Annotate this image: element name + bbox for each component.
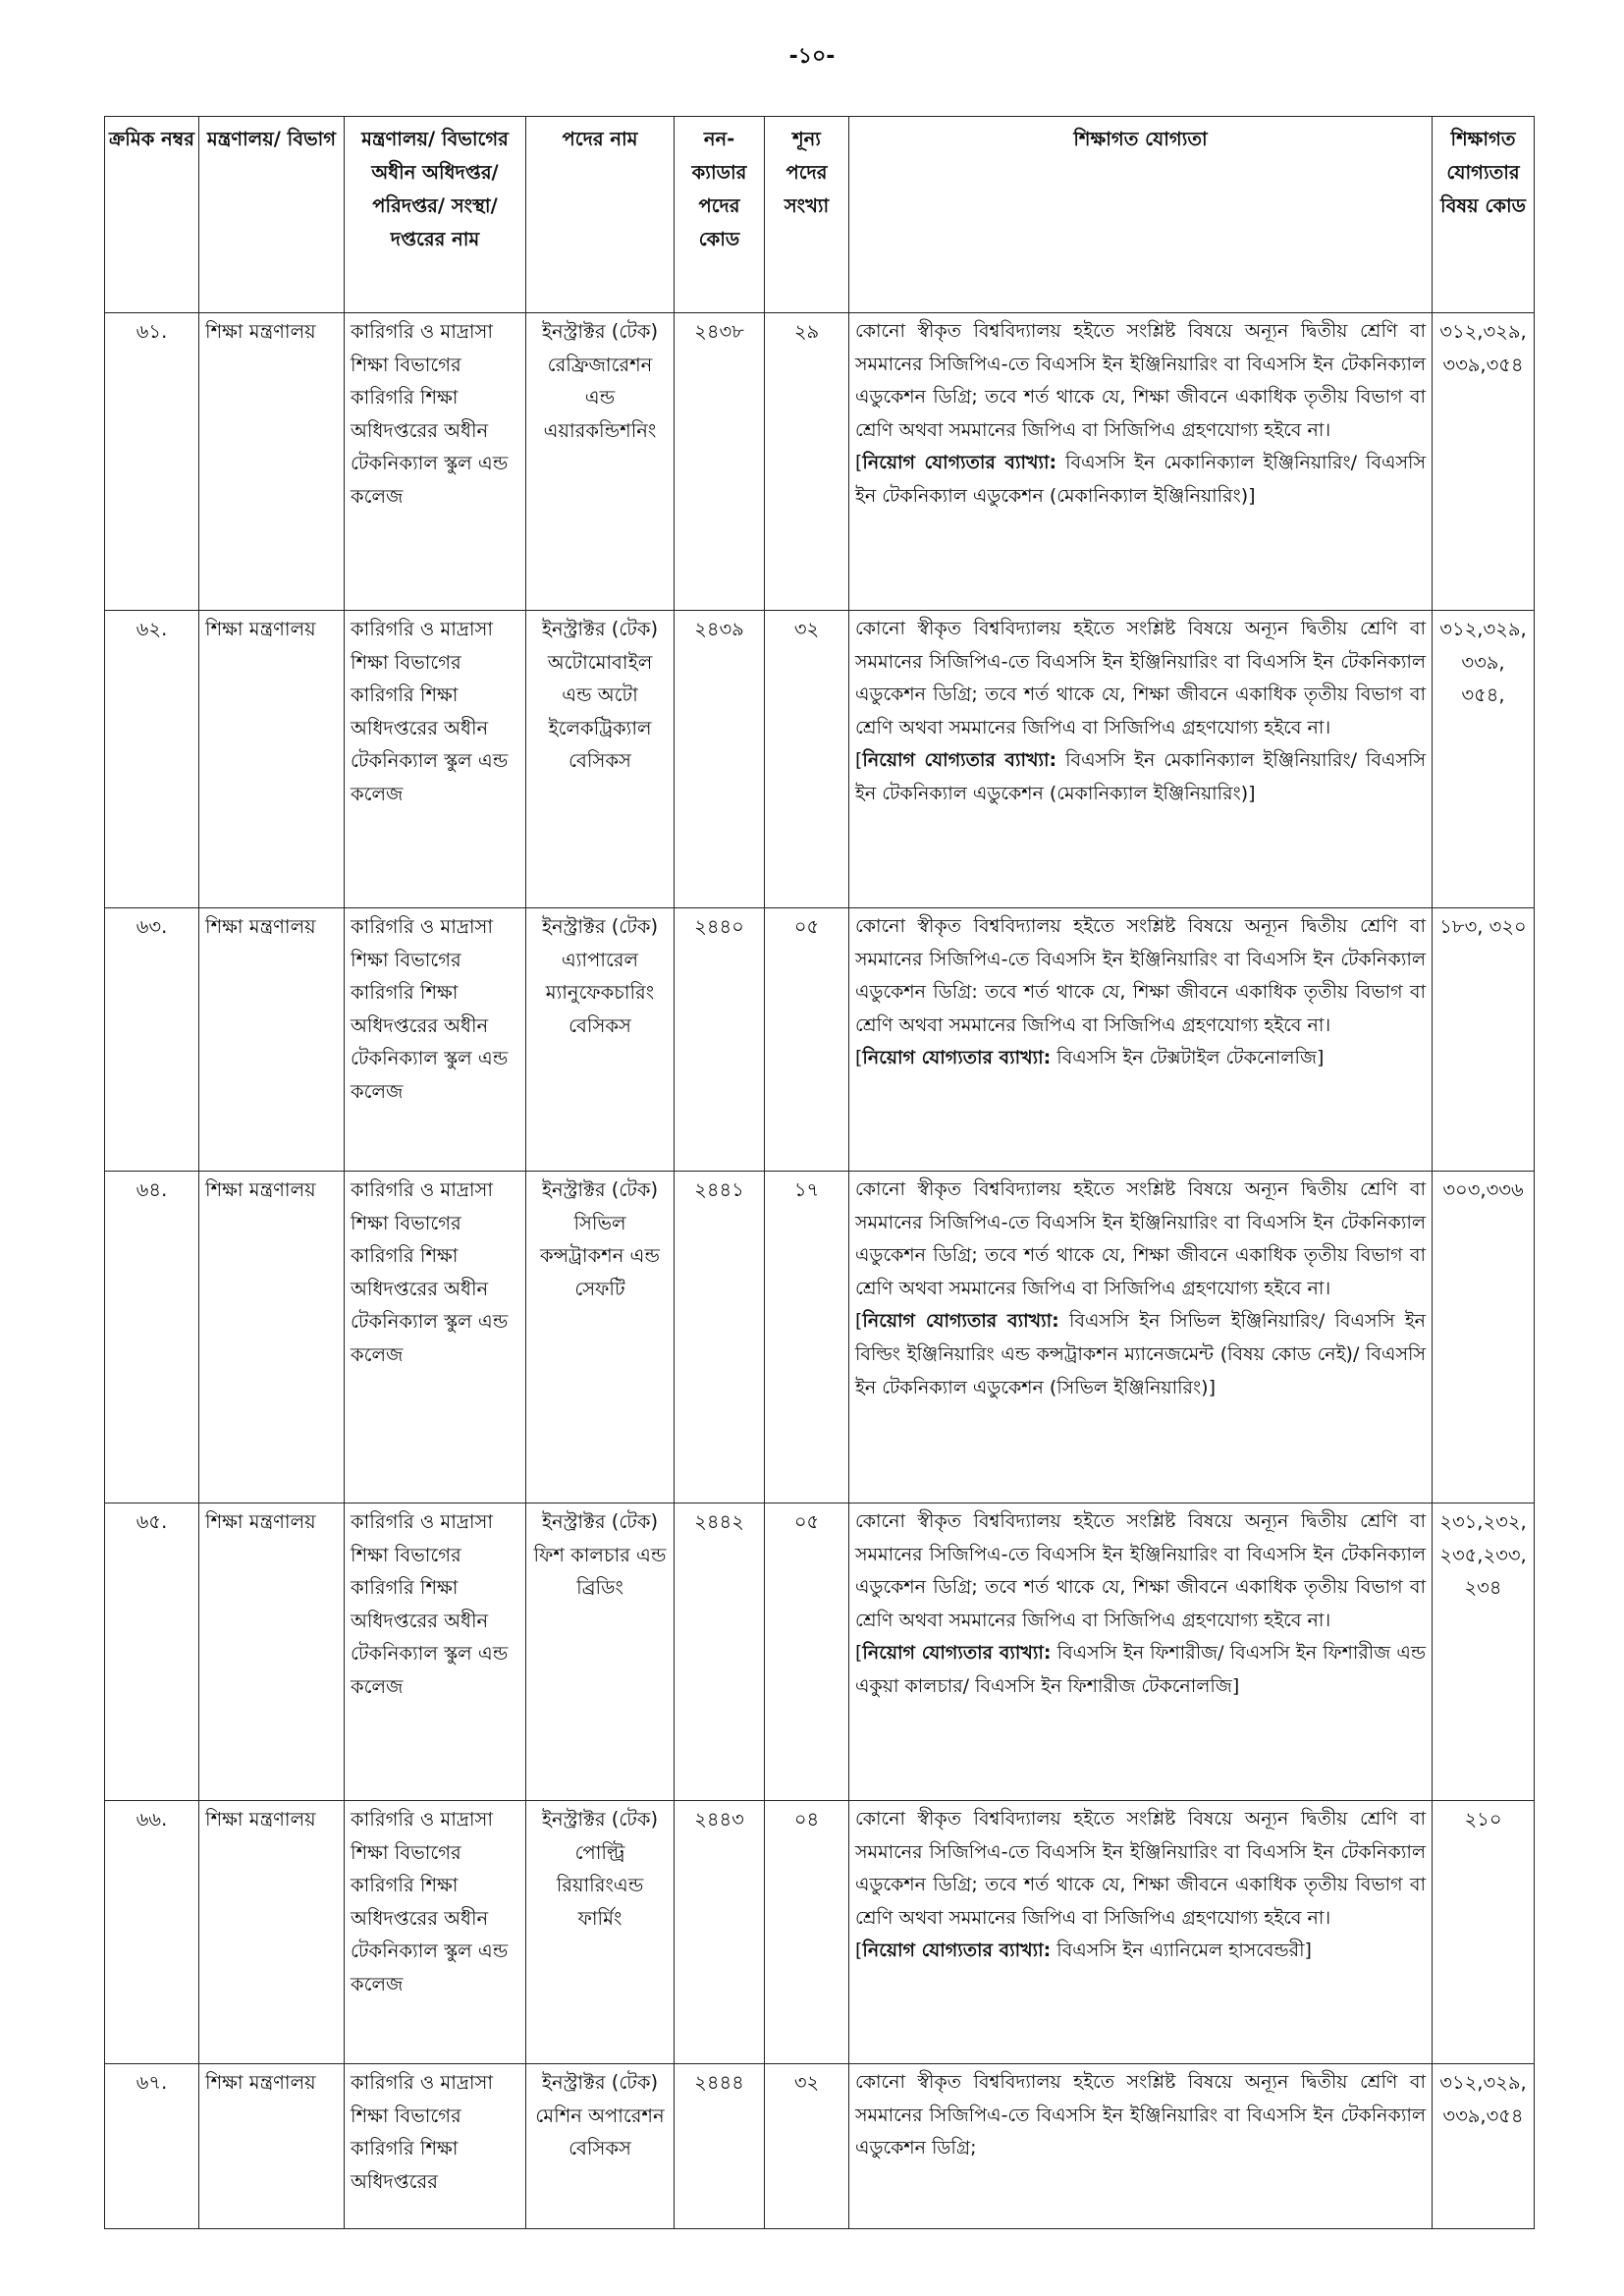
ministry-cell: শিক্ষা মন্ত্রণালয় [199,908,345,1172]
qualification-text: কোনো স্বীকৃত বিশ্ববিদ্যালয় হইতে সংশ্লিষ্ট বিষয়ে অন্যূন দ্বিতীয় শ্রেণি বা সমমানের সিজিপিএ-তে বিএসসি ইন ইঞ্জিনিয়ারিং বা বিএসসি ইন টেকনিক্যাল এডুকেশন ডিগ্রি: তবে শর্ত থাকে যে, শিক্ষা জীবনে একাধিক তৃতীয় বিভাগ বা শ্রেণি অথবা সমমানের জিপিএ বা সিজিপিএ গ্রহণযোগ্য হইবে না। [855,915,1426,1036]
vacancy-cell: ৩২ [765,2064,849,2229]
department-cell: কারিগরি ও মাদ্রাসা শিক্ষা বিভাগের কারিগরি শিক্ষা অধিদপ্তরের অধীন টেকনিক্যাল স্কুল এন্ড কলেজ [345,1801,526,2064]
explanation-text: বিএসসি ইন মেকানিক্যাল ইঞ্জিনিয়ারিং/ বিএসসি ইন টেকনিক্যাল এডুকেশন (মেকানিক্যাল ইঞ্জিনিয়ারিং)] [855,749,1427,804]
qualification-cell [849,1801,1433,2064]
ministry-cell: শিক্ষা মন্ত্রণালয় [199,2064,345,2229]
explanation-text: বিএসসি ইন মেকানিক্যাল ইঞ্জিনিয়ারিং/ বিএসসি ইন টেকনিক্যাল এডুকেশন (মেকানিক্যাল ইঞ্জিনিয়ারিং)] [855,452,1427,507]
department-cell: কারিগরি ও মাদ্রাসা শিক্ষা বিভাগের কারিগরি শিক্ষা অধিদপ্তরের অধীন টেকনিক্যাল স্কুল এন্ড কলেজ [345,611,526,908]
explanation-title: নিয়োগ যোগ্যতার ব্যাখ্যা: [862,1642,1052,1665]
vacancy-cell: ০৫ [765,1503,849,1801]
code-cell: ২৪৪০ [675,908,765,1172]
qualification-text: কোনো স্বীকৃত বিশ্ববিদ্যালয় হইতে সংশ্লিষ্ট বিষয়ে অন্যূন দ্বিতীয় শ্রেণি বা সমমানের সিজিপিএ-তে বিএসসি ইন ইঞ্জিনিয়ারিং বা বিএসসি ইন টেকনিক্যাল এডুকেশন ডিগ্রি; [855,2071,1426,2159]
header-vacancies: শূন্য পদের সংখ্যা [765,117,849,313]
code-cell: ২৪৪৪ [675,2064,765,2229]
explanation-text: বিএসসি ইন ফিশারীজ/ বিএসসি ইন ফিশারীজ এন্ড একুয়া কালচার/ বিএসসি ইন ফিশারীজ টেকনোলজি] [855,1642,1427,1697]
department-cell: কারিগরি ও মাদ্রাসা শিক্ষা বিভাগের কারিগরি শিক্ষা অধিদপ্তরের অধীন টেকনিক্যাল স্কুল এন্ড কলেজ [345,908,526,1172]
qualification-text: কোনো স্বীকৃত বিশ্ববিদ্যালয় হইতে সংশ্লিষ্ট বিষয়ে অন্যূন দ্বিতীয় শ্রেণি বা সমমানের সিজিপিএ-তে বিএসসি ইন ইঞ্জিনিয়ারিং বা বিএসসি ইন টেকনিক্যাল এডুকেশন ডিগ্রি; তবে শর্ত থাকে যে, শিক্ষা জীবনে একাধিক তৃতীয় বিভাগ বা শ্রেণি অথবা সমমানের জিপিএ বা সিজিপিএ গ্রহণযোগ্য হইবে না। [855,1510,1426,1631]
serial-cell: ৬৬. [105,1801,199,2064]
qualification-cell [849,2064,1433,2229]
header-subject-codes: শিক্ষাগত যোগ্যতার বিষয় কোড [1433,117,1535,313]
table-row [105,313,1535,611]
ministry-cell: শিক্ষা মন্ত্রণালয় [199,313,345,611]
table-row [105,611,1535,908]
vacancy-cell: ০৪ [765,1801,849,2064]
explanation-open: [ [855,1310,863,1333]
qualification-text: কোনো স্বীকৃত বিশ্ববিদ্যালয় হইতে সংশ্লিষ্ট বিষয়ে অন্যূন দ্বিতীয় শ্রেণি বা সমমানের সিজিপিএ-তে বিএসসি ইন ইঞ্জিনিয়ারিং বা বিএসসি ইন টেকনিক্যাল এডুকেশন ডিগ্রি; তবে শর্ত থাকে যে, শিক্ষা জীবনে একাধিক তৃতীয় বিভাগ বা শ্রেণি অথবা সমমানের জিপিএ বা সিজিপিএ গ্রহণযোগ্য হইবে না। [855,1808,1426,1929]
header-qualification: শিক্ষাগত যোগ্যতা [849,117,1433,313]
post-cell: ইনস্ট্রাক্টর (টেক) মেশিন অপারেশন বেসিকস [526,2064,675,2229]
vacancy-cell: ০৫ [765,908,849,1172]
qualification-text: কোনো স্বীকৃত বিশ্ববিদ্যালয় হইতে সংশ্লিষ্ট বিষয়ে অন্যূন দ্বিতীয় শ্রেণি বা সমমানের সিজিপিএ-তে বিএসসি ইন ইঞ্জিনিয়ারিং বা বিএসসি ইন টেকনিক্যাল এডুকেশন ডিগ্রি; তবে শর্ত থাকে যে, শিক্ষা জীবনে একাধিক তৃতীয় বিভাগ বা শ্রেণি অথবা সমমানের জিপিএ বা সিজিপিএ গ্রহণযোগ্য হইবে না। [855,320,1426,441]
qualification-cell [849,313,1433,611]
qualification-text: কোনো স্বীকৃত বিশ্ববিদ্যালয় হইতে সংশ্লিষ্ট বিষয়ে অন্যূন দ্বিতীয় শ্রেণি বা সমমানের সিজিপিএ-তে বিএসসি ইন ইঞ্জিনিয়ারিং বা বিএসসি ইন টেকনিক্যাল এডুকেশন ডিগ্রি; তবে শর্ত থাকে যে, শিক্ষা জীবনে একাধিক তৃতীয় বিভাগ বা শ্রেণি অথবা সমমানের জিপিএ বা সিজিপিএ গ্রহণযোগ্য হইবে না। [855,1178,1426,1299]
header-serial: ক্রমিক নম্বর [105,117,199,313]
qualification-cell [849,908,1433,1172]
serial-cell: ৬৩. [105,908,199,1172]
code-cell: ২৪৪১ [675,1172,765,1503]
explanation-title: নিয়োগ যোগ্যতার ব্যাখ্যা: [862,749,1057,772]
explanation-open: [ [855,1047,863,1069]
subject-code-cell: ১৮৩, ৩২০ [1433,908,1535,1172]
post-cell: ইনস্ট্রাক্টর (টেক) ফিশ কালচার এন্ড ব্রিডিং [526,1503,675,1801]
explanation-title: নিয়োগ যোগ্যতার ব্যাখ্যা: [862,1310,1059,1333]
explanation-title: নিয়োগ যোগ্যতার ব্যাখ্যা: [862,1047,1052,1069]
subject-code-cell: ৩১২,৩২৯, ৩৩৯,৩৫৪ [1433,2064,1535,2229]
code-cell: ২৪৩৮ [675,313,765,611]
post-cell: ইনস্ট্রাক্টর (টেক) অটোমোবাইল এন্ড অটো ইলেকট্রিক্যাল বেসিকস [526,611,675,908]
header-code: নন-ক্যাডার পদের কোড [675,117,765,313]
qualification-cell [849,1172,1433,1503]
explanation-text: বিএসসি ইন টেক্সটাইল টেকনোলজি] [1051,1047,1325,1069]
explanation-text: বিএসসি ইন এ্যানিমেল হাসবেন্ডরী] [1051,1940,1312,1962]
vacancy-cell: ৩২ [765,611,849,908]
vacancy-cell: ১৭ [765,1172,849,1503]
post-cell: ইনস্ট্রাক্টর (টেক) এ্যাপারেল ম্যানুফেকচারিং বেসিকস [526,908,675,1172]
qualification-text: কোনো স্বীকৃত বিশ্ববিদ্যালয় হইতে সংশ্লিষ্ট বিষয়ে অন্যূন দ্বিতীয় শ্রেণি বা সমমানের সিজিপিএ-তে বিএসসি ইন ইঞ্জিনিয়ারিং বা বিএসসি ইন টেকনিক্যাল এডুকেশন ডিগ্রি; তবে শর্ত থাকে যে, শিক্ষা জীবনে একাধিক তৃতীয় বিভাগ বা শ্রেণি অথবা সমমানের জিপিএ বা সিজিপিএ গ্রহণযোগ্য হইবে না। [855,618,1426,738]
serial-cell: ৬৪. [105,1172,199,1503]
department-cell: কারিগরি ও মাদ্রাসা শিক্ষা বিভাগের কারিগরি শিক্ষা অধিদপ্তরের [345,2064,526,2229]
table-row [105,1503,1535,1801]
department-cell: কারিগরি ও মাদ্রাসা শিক্ষা বিভাগের কারিগরি শিক্ষা অধিদপ্তরের অধীন টেকনিক্যাল স্কুল এন্ড কলেজ [345,1503,526,1801]
table-row [105,1801,1535,2064]
explanation-open: [ [855,1940,863,1962]
serial-cell: ৬২. [105,611,199,908]
explanation-open: [ [855,452,863,474]
code-cell: ২৪৪৩ [675,1801,765,2064]
ministry-cell: শিক্ষা মন্ত্রণালয় [199,1503,345,1801]
table-row [105,1172,1535,1503]
explanation-title: নিয়োগ যোগ্যতার ব্যাখ্যা: [862,1940,1052,1962]
header-ministry: মন্ত্রণালয়/ বিভাগ [199,117,345,313]
subject-code-cell: ৩০৩,৩৩৬ [1433,1172,1535,1503]
serial-cell: ৬৫. [105,1503,199,1801]
qualification-cell [849,1503,1433,1801]
table-row [105,908,1535,1172]
code-cell: ২৪৩৯ [675,611,765,908]
subject-code-cell: ৩১২,৩২৯, ৩৩৯, ৩৫৪, [1433,611,1535,908]
header-post: পদের নাম [526,117,675,313]
subject-code-cell: ২৩১,২৩২, ২৩৫,২৩৩, ২৩৪ [1433,1503,1535,1801]
explanation-title: নিয়োগ যোগ্যতার ব্যাখ্যা: [862,452,1057,474]
table-header-row [105,117,1535,313]
subject-code-cell: ৩১২,৩২৯, ৩৩৯,৩৫৪ [1433,313,1535,611]
post-cell: ইনস্ট্রাক্টর (টেক) পোল্ট্রি রিয়ারিংএন্ড ফার্মিং [526,1801,675,2064]
table-row [105,2064,1535,2229]
serial-cell: ৬১. [105,313,199,611]
subject-code-cell: ২১০ [1433,1801,1535,2064]
ministry-cell: শিক্ষা মন্ত্রণালয় [199,1172,345,1503]
department-cell: কারিগরি ও মাদ্রাসা শিক্ষা বিভাগের কারিগরি শিক্ষা অধিদপ্তরের অধীন টেকনিক্যাল স্কুল এন্ড কলেজ [345,313,526,611]
ministry-cell: শিক্ষা মন্ত্রণালয় [199,611,345,908]
vacancy-cell: ২৯ [765,313,849,611]
explanation-text: বিএসসি ইন সিভিল ইঞ্জিনিয়ারিং/ বিএসসি ইন বিল্ডিং ইঞ্জিনিয়ারিং এন্ড কন্সট্রাকশন ম্যানেজমেন্ট (বিষয় কোড নেই)/ বিএসসি ইন টেকনিক্যাল এডুকেশন (সিভিল ইঞ্জিনিয়ারিং)] [855,1310,1426,1398]
serial-cell: ৬৭. [105,2064,199,2229]
qualification-cell [849,611,1433,908]
post-cell: ইনস্ট্রাক্টর (টেক) রেফ্রিজারেশন এন্ড এয়ারকন্ডিশনিং [526,313,675,611]
code-cell: ২৪৪২ [675,1503,765,1801]
department-cell: কারিগরি ও মাদ্রাসা শিক্ষা বিভাগের কারিগরি শিক্ষা অধিদপ্তরের অধীন টেকনিক্যাল স্কুল এন্ড কলেজ [345,1172,526,1503]
vacancy-table [104,116,1535,2229]
page-number: -১০- [788,44,836,69]
header-department: মন্ত্রণালয়/ বিভাগের অধীন অধিদপ্তর/ পরিদপ্তর/ সংস্থা/ দপ্তরের নাম [345,117,526,313]
explanation-open: [ [855,749,863,772]
ministry-cell: শিক্ষা মন্ত্রণালয় [199,1801,345,2064]
post-cell: ইনস্ট্রাক্টর (টেক) সিভিল কন্সট্রাকশন এন্ড সেফটি [526,1172,675,1503]
explanation-open: [ [855,1642,863,1665]
